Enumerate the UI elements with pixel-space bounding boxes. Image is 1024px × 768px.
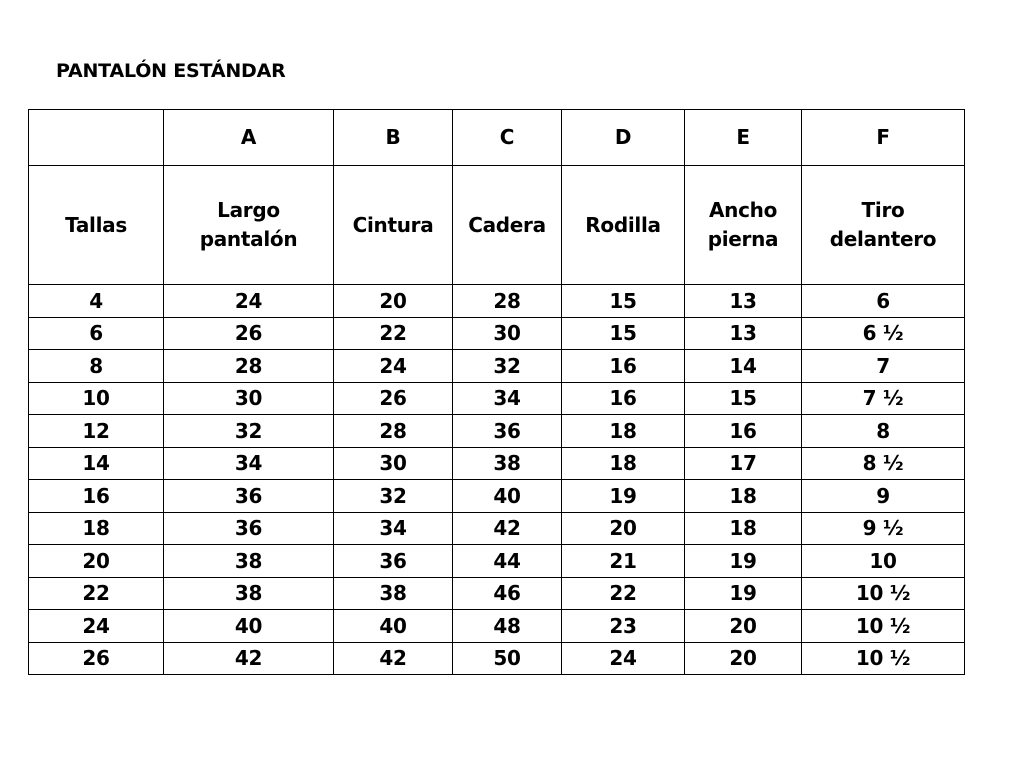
size-cell: 26 xyxy=(29,642,164,675)
measurement-cell: 38 xyxy=(164,545,334,578)
measurement-cell: 36 xyxy=(164,512,334,545)
column-letter-row xyxy=(29,110,965,166)
size-cell: 4 xyxy=(29,285,164,318)
measurement-cell: 13 xyxy=(685,285,802,318)
measurement-cell: 24 xyxy=(164,285,334,318)
column-header-cell xyxy=(164,166,334,285)
measurement-cell: 38 xyxy=(334,577,453,610)
measurement-cell: 36 xyxy=(334,545,453,578)
measurement-cell: 7 xyxy=(802,350,965,383)
measurement-cell: 10 xyxy=(802,545,965,578)
column-header-text: Rodilla xyxy=(585,212,661,237)
size-cell: 8 xyxy=(29,350,164,383)
size-cell: 10 xyxy=(29,382,164,415)
measurement-cell: 15 xyxy=(562,317,685,350)
measurement-cell: 38 xyxy=(164,577,334,610)
measurement-cell: 17 xyxy=(685,447,802,480)
measurement-cell: 40 xyxy=(453,480,562,513)
size-cell: 6 xyxy=(29,317,164,350)
column-header-row xyxy=(29,166,965,285)
column-letter-cell: F xyxy=(802,110,965,166)
table-row xyxy=(29,447,965,480)
measurement-cell: 20 xyxy=(562,512,685,545)
measurement-cell: 10 ½ xyxy=(802,610,965,643)
column-header-text: Ancho xyxy=(708,198,778,222)
measurement-cell: 19 xyxy=(562,480,685,513)
size-cell: 20 xyxy=(29,545,164,578)
measurement-cell: 30 xyxy=(334,447,453,480)
measurement-cell: 10 ½ xyxy=(802,577,965,610)
size-cell: 12 xyxy=(29,415,164,448)
measurement-cell: 9 xyxy=(802,480,965,513)
measurement-cell: 14 xyxy=(685,350,802,383)
table-row xyxy=(29,350,965,383)
column-header-cell xyxy=(562,166,685,285)
column-header-text: pierna xyxy=(707,227,779,251)
column-letter-cell: B xyxy=(334,110,453,166)
measurement-cell: 34 xyxy=(334,512,453,545)
measurement-cell: 23 xyxy=(562,610,685,643)
table-row xyxy=(29,480,965,513)
measurement-cell: 21 xyxy=(562,545,685,578)
measurement-cell: 32 xyxy=(334,480,453,513)
measurement-cell: 28 xyxy=(334,415,453,448)
column-header-text: Tiro xyxy=(861,198,905,222)
measurement-cell: 36 xyxy=(453,415,562,448)
measurement-cell: 44 xyxy=(453,545,562,578)
measurement-cell: 19 xyxy=(685,577,802,610)
table-row xyxy=(29,317,965,350)
measurement-cell: 42 xyxy=(334,642,453,675)
measurement-cell: 18 xyxy=(562,447,685,480)
measurement-cell: 28 xyxy=(164,350,334,383)
measurement-cell: 26 xyxy=(334,382,453,415)
measurement-cell: 18 xyxy=(685,480,802,513)
column-header-text: delantero xyxy=(829,227,937,251)
measurement-cell: 9 ½ xyxy=(802,512,965,545)
measurement-cell: 38 xyxy=(453,447,562,480)
column-header-text: Cintura xyxy=(352,212,434,237)
column-header-cell xyxy=(334,166,453,285)
size-cell: 14 xyxy=(29,447,164,480)
column-header-cell xyxy=(685,166,802,285)
column-letter-cell: C xyxy=(453,110,562,166)
measurement-cell: 34 xyxy=(453,382,562,415)
measurement-cell: 48 xyxy=(453,610,562,643)
measurement-cell: 7 ½ xyxy=(802,382,965,415)
measurement-cell: 36 xyxy=(164,480,334,513)
column-letter-cell: D xyxy=(562,110,685,166)
measurement-cell: 6 ½ xyxy=(802,317,965,350)
measurement-cell: 50 xyxy=(453,642,562,675)
column-letter-cell: E xyxy=(685,110,802,166)
measurement-cell: 26 xyxy=(164,317,334,350)
measurement-cell: 30 xyxy=(453,317,562,350)
measurement-cell: 18 xyxy=(562,415,685,448)
measurement-cell: 16 xyxy=(562,350,685,383)
table-row xyxy=(29,610,965,643)
size-table xyxy=(28,109,965,675)
measurement-cell: 24 xyxy=(562,642,685,675)
measurement-cell: 32 xyxy=(453,350,562,383)
column-header-cell xyxy=(453,166,562,285)
measurement-cell: 6 xyxy=(802,285,965,318)
column-header-cell xyxy=(802,166,965,285)
column-header-cell xyxy=(29,166,164,285)
measurement-cell: 46 xyxy=(453,577,562,610)
page-title: PANTALÓN ESTÁNDAR xyxy=(56,60,286,82)
table-row xyxy=(29,577,965,610)
column-letter-cell xyxy=(29,110,164,166)
measurement-cell: 8 xyxy=(802,415,965,448)
measurement-cell: 19 xyxy=(685,545,802,578)
measurement-cell: 16 xyxy=(685,415,802,448)
measurement-cell: 22 xyxy=(562,577,685,610)
measurement-cell: 24 xyxy=(334,350,453,383)
measurement-cell: 20 xyxy=(685,610,802,643)
size-cell: 16 xyxy=(29,480,164,513)
measurement-cell: 40 xyxy=(164,610,334,643)
measurement-cell: 30 xyxy=(164,382,334,415)
table-row xyxy=(29,545,965,578)
column-letter-cell: A xyxy=(164,110,334,166)
measurement-cell: 18 xyxy=(685,512,802,545)
measurement-cell: 34 xyxy=(164,447,334,480)
measurement-cell: 20 xyxy=(334,285,453,318)
size-table-body xyxy=(29,110,965,675)
measurement-cell: 42 xyxy=(453,512,562,545)
size-cell: 18 xyxy=(29,512,164,545)
size-cell: 24 xyxy=(29,610,164,643)
table-row xyxy=(29,285,965,318)
measurement-cell: 13 xyxy=(685,317,802,350)
table-row xyxy=(29,382,965,415)
column-header-text: pantalón xyxy=(199,227,298,251)
measurement-cell: 42 xyxy=(164,642,334,675)
measurement-cell: 40 xyxy=(334,610,453,643)
table-row xyxy=(29,512,965,545)
column-header-text: Tallas xyxy=(65,212,127,237)
measurement-cell: 8 ½ xyxy=(802,447,965,480)
column-header-text: Largo xyxy=(217,198,280,222)
table-row xyxy=(29,642,965,675)
measurement-cell: 15 xyxy=(562,285,685,318)
measurement-cell: 15 xyxy=(685,382,802,415)
table-row xyxy=(29,415,965,448)
size-cell: 22 xyxy=(29,577,164,610)
measurement-cell: 20 xyxy=(685,642,802,675)
column-header-text: Cadera xyxy=(468,212,546,237)
measurement-cell: 28 xyxy=(453,285,562,318)
measurement-cell: 16 xyxy=(562,382,685,415)
measurement-cell: 10 ½ xyxy=(802,642,965,675)
measurement-cell: 22 xyxy=(334,317,453,350)
measurement-cell: 32 xyxy=(164,415,334,448)
